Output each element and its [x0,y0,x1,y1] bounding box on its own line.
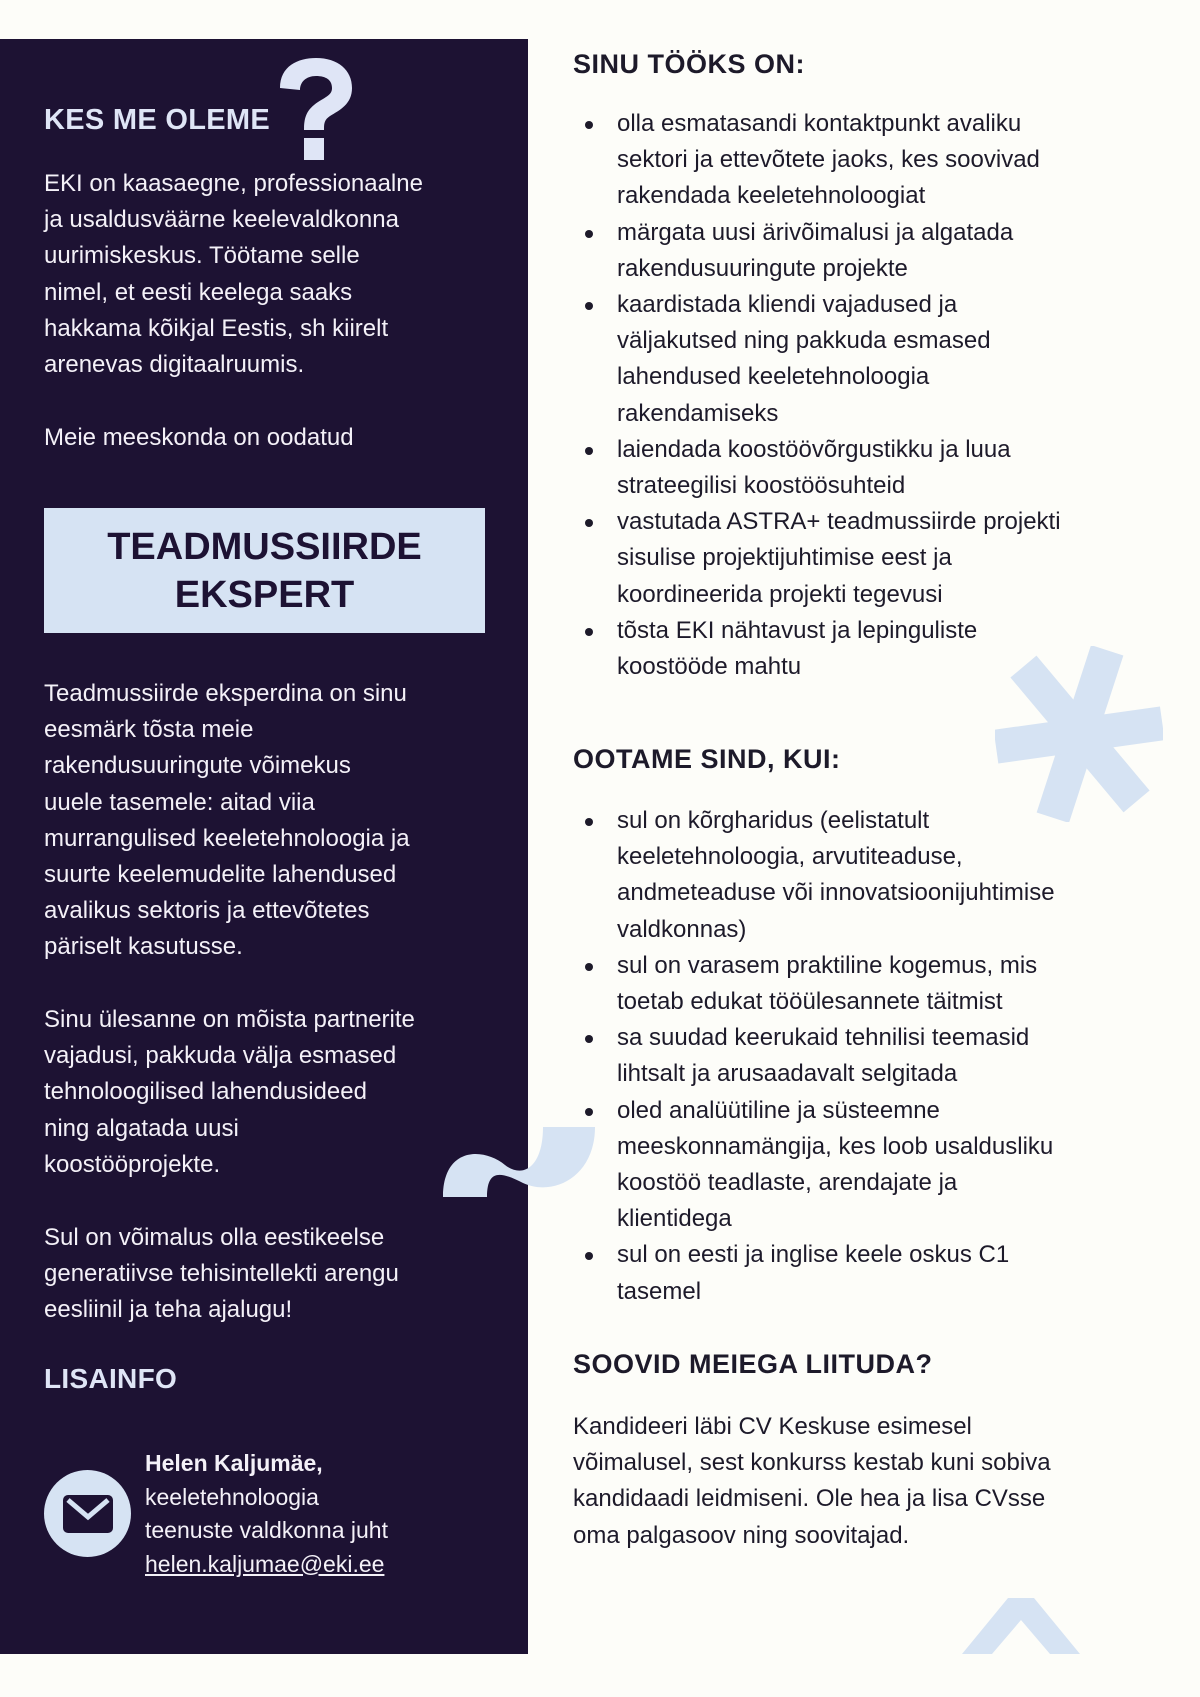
text-line: uurimiskeskus. Töötame selle [44,242,360,270]
requirements-heading: OOTAME SIND, KUI: [573,744,841,774]
contact-role: teenuste valdkonna juht [145,1517,388,1543]
text-line: murrangulised keeletehnoloogia ja [44,824,410,852]
list-item-line: olla esmatasandi kontaktpunkt avaliku [617,110,1022,137]
text-line: avalikus sektoris ja ettevõtetes [44,897,370,925]
contact-role: keeletehnoloogia [145,1483,319,1510]
list-item-line: vastutada ASTRA+ teadmussiirde projekti [617,508,1061,536]
text-line: Sul on võimalus olla eestikeelse [44,1224,385,1251]
list-item-line: oled analüütiline ja süsteemne [617,1096,940,1124]
list-item [573,215,1173,287]
list-item-line: koostöö teadlaste, arendajate ja [617,1169,958,1197]
text-line: nimel, et eesti keelega saaks [44,278,353,306]
list-item [573,504,1173,613]
about-paragraph [44,166,423,383]
list-item-line: sul on kõrgharidus (eelistatult [617,807,930,834]
duties-list [573,106,1173,685]
list-item-line: sul on eesti ja inglise keele oskus C1 [617,1241,1010,1269]
list-item [573,1237,1173,1309]
text-line: arenevas digitaalruumis. [44,351,305,379]
position-title-box [44,508,485,633]
text-line: Sinu ülesanne on mõista partnerite [44,1006,415,1033]
list-item-line: tasemel [617,1277,702,1305]
text-line: kandidaadi leidmiseni. Ole hea ja lisa CVsse [573,1485,1046,1513]
list-item [573,613,1173,685]
question-mark-icon [276,58,356,162]
list-item [573,106,1173,215]
list-item-line: andmeteaduse või innovatsioonijuhtimise [617,879,1055,907]
text-line: Teadmussiirde eksperdina on sinu [44,680,407,707]
text-line: võimalusel, sest konkurss kestab kuni sobiva [573,1449,1051,1477]
list-item-line: laiendada koostöövõrgustikku ja luua [617,435,1011,463]
duties-heading: SINU TÖÖKS ON: [573,49,806,79]
list-item-line: koordineerida projekti tegevusi [617,580,943,608]
list-item [573,948,1173,1020]
list-item-line: lihtsalt ja arusaadavalt selgitada [617,1060,958,1088]
text-line: hakkama kõikjal Eestis, sh kiirelt [44,314,389,342]
text-line: uuele tasemele: aitad viia [44,788,315,816]
envelope-circle [44,1470,131,1557]
join-heading: SOOVID MEIEGA LIITUDA? [573,1349,933,1379]
text-line: suurte keelemudelite lahendused [44,861,397,889]
list-item-line: kaardistada kliendi vajadused ja [617,291,958,319]
list-item [573,1093,1173,1238]
position-title-line: EKSPERT [174,573,355,616]
list-item-line: rakendusuuringute projekte [617,254,908,282]
list-item-line: klientidega [617,1205,732,1233]
text-line: vajadusi, pakkuda välja esmased [44,1042,397,1070]
list-item [573,432,1173,504]
text-line: EKI on kaasaegne, professionaalne [44,170,423,197]
list-item-line: koostööde mahtu [617,653,802,681]
join-paragraph [573,1409,1051,1554]
contact-block [145,1447,388,1581]
list-item [573,803,1173,948]
list-item-line: strateegilisi koostöösuhteid [617,472,906,500]
goal-paragraph [44,676,410,966]
list-item-line: toetab edukat tööülesannete täitmist [617,988,1003,1016]
team-line: Meie meeskonda on oodatud [44,424,354,451]
task-paragraph [44,1002,415,1183]
list-item-line: meeskonnamängija, kes loob usaldusliku [617,1132,1054,1160]
list-item-line: rakendamiseks [617,399,779,427]
list-item-line: sa suudad keerukaid tehnilisi teemasid [617,1024,1030,1052]
text-line: oma palgasoov ning soovitajad. [573,1521,910,1549]
position-title-line: TEADMUSSIIRDE [107,525,422,568]
caret-icon [962,1598,1080,1654]
text-line: koostööprojekte. [44,1150,221,1178]
chance-paragraph [44,1220,399,1329]
text-line: ja usaldusväärne keelevaldkonna [44,206,399,234]
text-line: rakendusuuringute võimekus [44,752,351,780]
list-item-line: rakendada keeletehnoloogiat [617,182,926,210]
contact-email-link[interactable]: helen.kaljumae@eki.ee [145,1550,385,1577]
requirements-list [573,803,1173,1310]
list-item-line: väljakutsed ning pakkuda esmased [617,327,991,355]
list-item-line: tõsta EKI nähtavust ja lepinguliste [617,616,978,644]
list-item-line: keeletehnoloogia, arvutiteaduse, [617,843,963,871]
list-item-line: lahendused keeletehnoloogia [617,363,930,391]
info-heading: LISAINFO [44,1363,178,1394]
text-line: eesmärk tõsta meie [44,716,254,744]
contact-name: Helen Kaljumäe, [145,1450,323,1476]
text-line: ning algatada uusi [44,1114,239,1142]
list-item [573,287,1173,432]
list-item-line: sul on varasem praktiline kogemus, mis [617,951,1038,979]
list-item-line: valdkonnas) [617,915,747,943]
list-item-line: märgata uusi ärivõimalusi ja algatada [617,218,1014,246]
text-line: generatiivse tehisintellekti arengu [44,1260,399,1288]
list-item-line: sektori ja ettevõtete jaoks, kes soovivad [617,146,1040,174]
text-line: päriselt kasutusse. [44,933,243,961]
list-item [573,1020,1173,1092]
text-line: tehnoloogilised lahendusideed [44,1078,367,1106]
list-item-line: sisulise projektijuhtimise eest ja [617,544,952,572]
text-line: Kandideeri läbi CV Keskuse esimesel [573,1413,972,1440]
about-heading: KES ME OLEME [44,104,270,136]
envelope-icon [63,1495,113,1533]
text-line: eesliinil ja teha ajalugu! [44,1296,293,1324]
